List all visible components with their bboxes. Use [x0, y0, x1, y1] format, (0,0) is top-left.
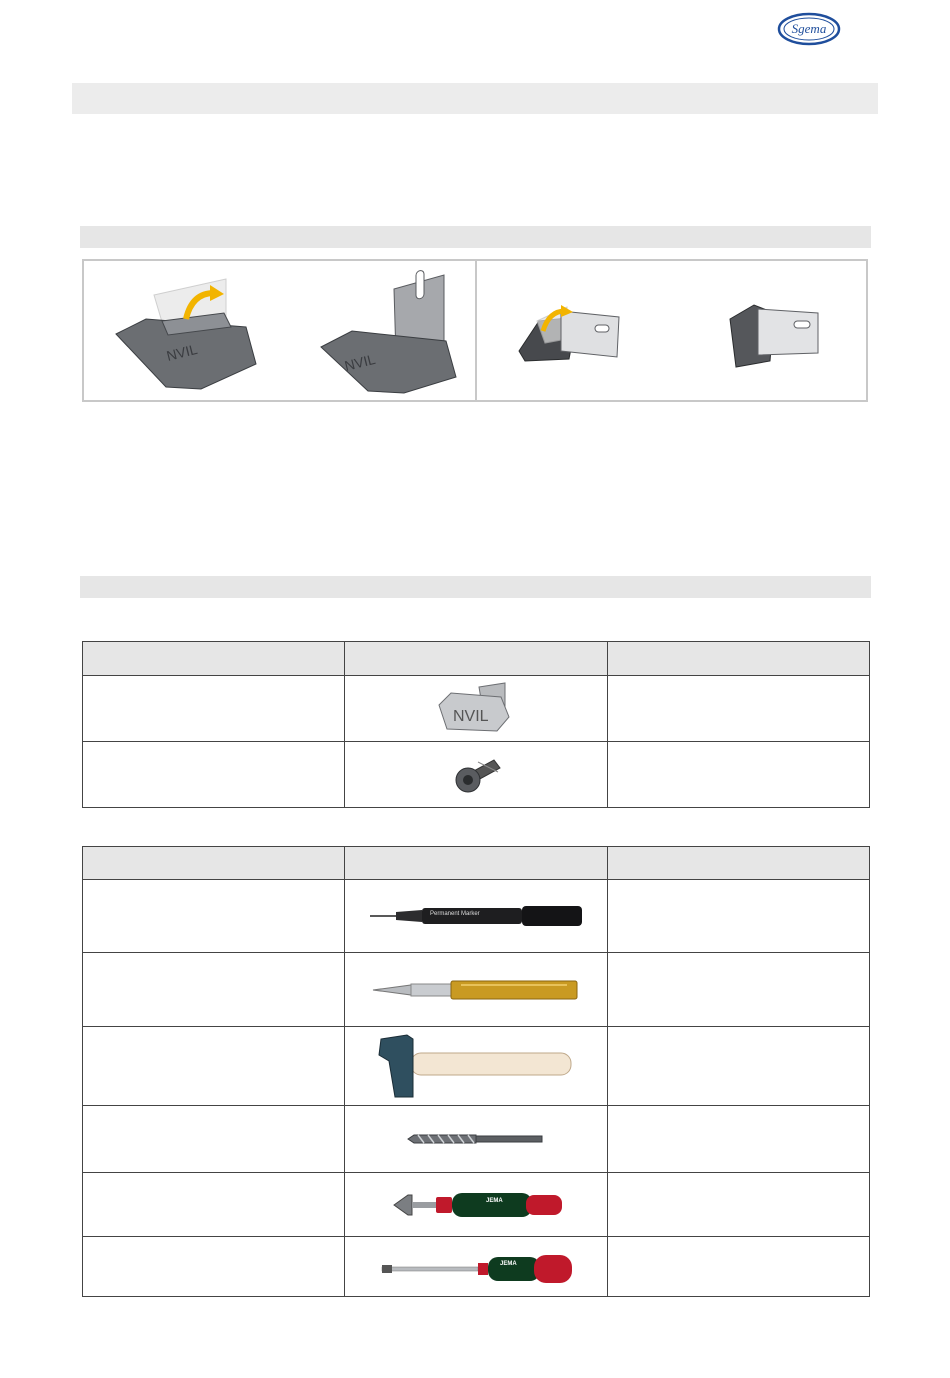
table-cell — [83, 1106, 345, 1173]
sgema-logo — [777, 12, 841, 46]
header-cell — [345, 847, 607, 880]
table-cell — [83, 953, 345, 1027]
torx-screwdriver-icon — [345, 1237, 607, 1297]
table-cell — [83, 676, 345, 742]
table-row — [83, 953, 870, 1027]
table-cell — [607, 880, 869, 953]
plate-engraving: NVIL — [342, 350, 377, 374]
table-row — [83, 1173, 870, 1237]
table-cell — [607, 953, 869, 1027]
table-cell — [83, 1237, 345, 1297]
plate-fold-step-4-image — [714, 283, 834, 379]
assembly-figure-box — [82, 259, 868, 402]
header-cell — [607, 642, 869, 676]
drill-bit-icon — [345, 1106, 607, 1173]
nameplate-engraving: NVIL — [452, 707, 489, 725]
countersink-tool-icon — [345, 1173, 607, 1237]
table-cell — [83, 1027, 345, 1106]
table-cell — [607, 742, 869, 808]
table-cell — [607, 1173, 869, 1237]
table-cell — [83, 880, 345, 953]
plate-engraving: NVIL — [164, 340, 199, 364]
hammer-icon — [345, 1027, 607, 1106]
logo-text: Sgema — [791, 21, 827, 36]
table-header-row — [83, 847, 870, 880]
svg-text:JEMA: JEMA — [499, 1260, 517, 1267]
torx-screw-icon — [345, 742, 607, 808]
table-header-row — [83, 642, 870, 676]
header-cell — [83, 642, 345, 676]
table-row — [83, 742, 870, 808]
table-row — [83, 1237, 870, 1297]
plate-fold-step-3-image — [509, 281, 639, 381]
nameplate-icon — [345, 676, 607, 742]
header-cell — [83, 847, 345, 880]
table-cell — [607, 676, 869, 742]
parts-table — [82, 641, 870, 808]
table-row — [83, 1027, 870, 1106]
table-cell — [607, 1027, 869, 1106]
marker-label: Permanent Marker — [429, 911, 480, 917]
header-bar — [72, 83, 878, 114]
table-cell — [607, 1237, 869, 1297]
table-cell — [83, 742, 345, 808]
table-row — [83, 676, 870, 742]
header-cell — [345, 642, 607, 676]
section-bar-assembly — [80, 226, 871, 248]
center-punch-icon — [345, 953, 607, 1027]
plate-bend-step-1-image — [106, 269, 276, 397]
header-cell — [607, 847, 869, 880]
permanent-marker-icon — [345, 880, 607, 953]
table-cell — [607, 1106, 869, 1173]
svg-text:JEMA: JEMA — [485, 1197, 503, 1204]
section-bar-parts — [80, 576, 871, 598]
plate-bend-step-2-image — [316, 269, 486, 397]
table-row — [83, 880, 870, 953]
table-cell — [83, 1173, 345, 1237]
tools-table — [82, 846, 870, 1297]
table-row — [83, 1106, 870, 1173]
